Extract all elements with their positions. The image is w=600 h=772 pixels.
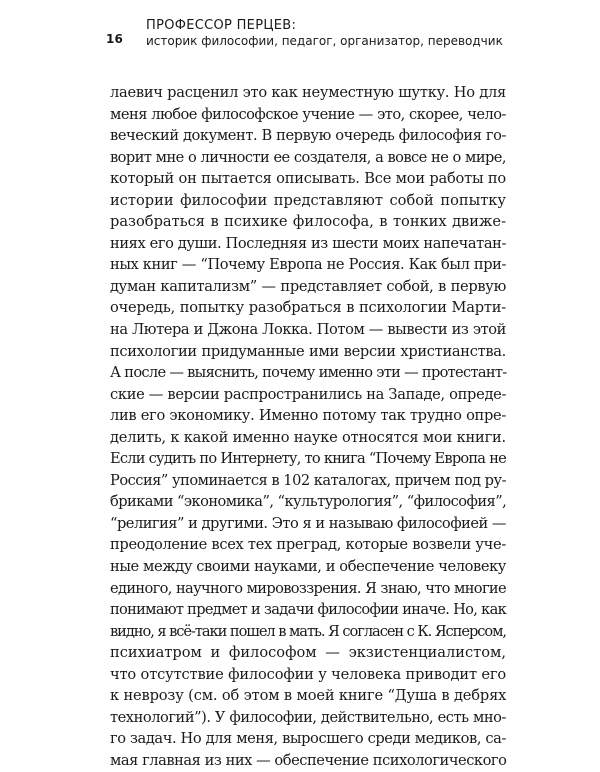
text-line: лив его экономику. Именно потому так трудно опре-	[110, 407, 506, 425]
text-line: думан капитализм” — представляет собой, в первую	[110, 277, 506, 295]
text-line: Если судить по Интернету, то книга “Почему Европа не	[110, 450, 506, 468]
text-line: психиатром и философом — экзистенциалистом,	[110, 644, 506, 662]
text-line: делить, к какой именно науке относятся мои книги.	[110, 428, 506, 446]
text-line: Россия” упоминается в 102 каталогах, причем под ру-	[110, 471, 506, 489]
text-line: веческий документ. В первую очередь философия го-	[110, 127, 506, 145]
text-line: что отсутствие философии у человека приводит его	[110, 665, 506, 683]
text-line: видно, я всё-таки пошел в мать. Я согласен с К. Ясперсом,	[110, 622, 506, 640]
text-line: технологий”). У философии, действительно, есть мно-	[110, 708, 506, 726]
text-line: понимают предмет и задачи философии иначе. Но, как	[110, 601, 506, 619]
text-line: бриками “экономика”, “культурология”, “философия”,	[110, 493, 507, 511]
text-line: истории философии представляют собой попытку	[110, 191, 506, 209]
running-header-subtitle: историк философии, педагог, организатор, переводчик	[146, 34, 503, 48]
text-line: ские — версии распространились на Западе, опреде-	[110, 385, 507, 403]
running-header-title: ПРОФЕССОР ПЕРЦЕВ:	[146, 18, 297, 33]
body-text	[110, 82, 506, 772]
text-line: на Лютера и Джона Локка. Потом — вывести из этой	[110, 321, 506, 339]
text-line: ные между своими науками, и обеспечение человеку	[110, 558, 506, 576]
text-line: к неврозу (см. об этом в моей книге “Душа в дебрях	[110, 687, 507, 705]
text-line: преодоление всех тех преград, которые возвели уче-	[110, 536, 506, 554]
text-line: который он пытается описывать. Все мои работы по	[110, 170, 506, 188]
text-line: психологии придуманные ими версии христианства.	[110, 342, 506, 360]
text-line: разобраться в психике философа, в тонких движе-	[110, 213, 506, 231]
text-line: ниях его души. Последняя из шести моих напечатан-	[110, 234, 506, 252]
text-line: ных книг — “Почему Европа не Россия. Как был при-	[110, 256, 506, 274]
text-line: единого, научного мировоззрения. Я знаю, что многие	[110, 579, 506, 597]
text-line: го задач. Но для меня, выросшего среди медиков, са-	[110, 730, 506, 748]
page-number: 16	[106, 32, 124, 46]
text-line: ворит мне о личности ее создателя, а вовсе не о мире,	[110, 148, 506, 166]
text-line: лаевич расценил это как неуместную шутку. Но для	[110, 84, 506, 101]
text-line: очередь, попытку разобраться в психологии Марти-	[110, 299, 506, 317]
text-line: “религия” и другими. Это я и называю философией —	[110, 514, 506, 532]
text-line: А после — выяснить, почему именно эти — протестант-	[110, 364, 507, 382]
text-line: меня любое философское учение — это, скорее, чело-	[110, 105, 506, 123]
text-line: мая главная из них — обеспечение психологического	[110, 751, 507, 769]
